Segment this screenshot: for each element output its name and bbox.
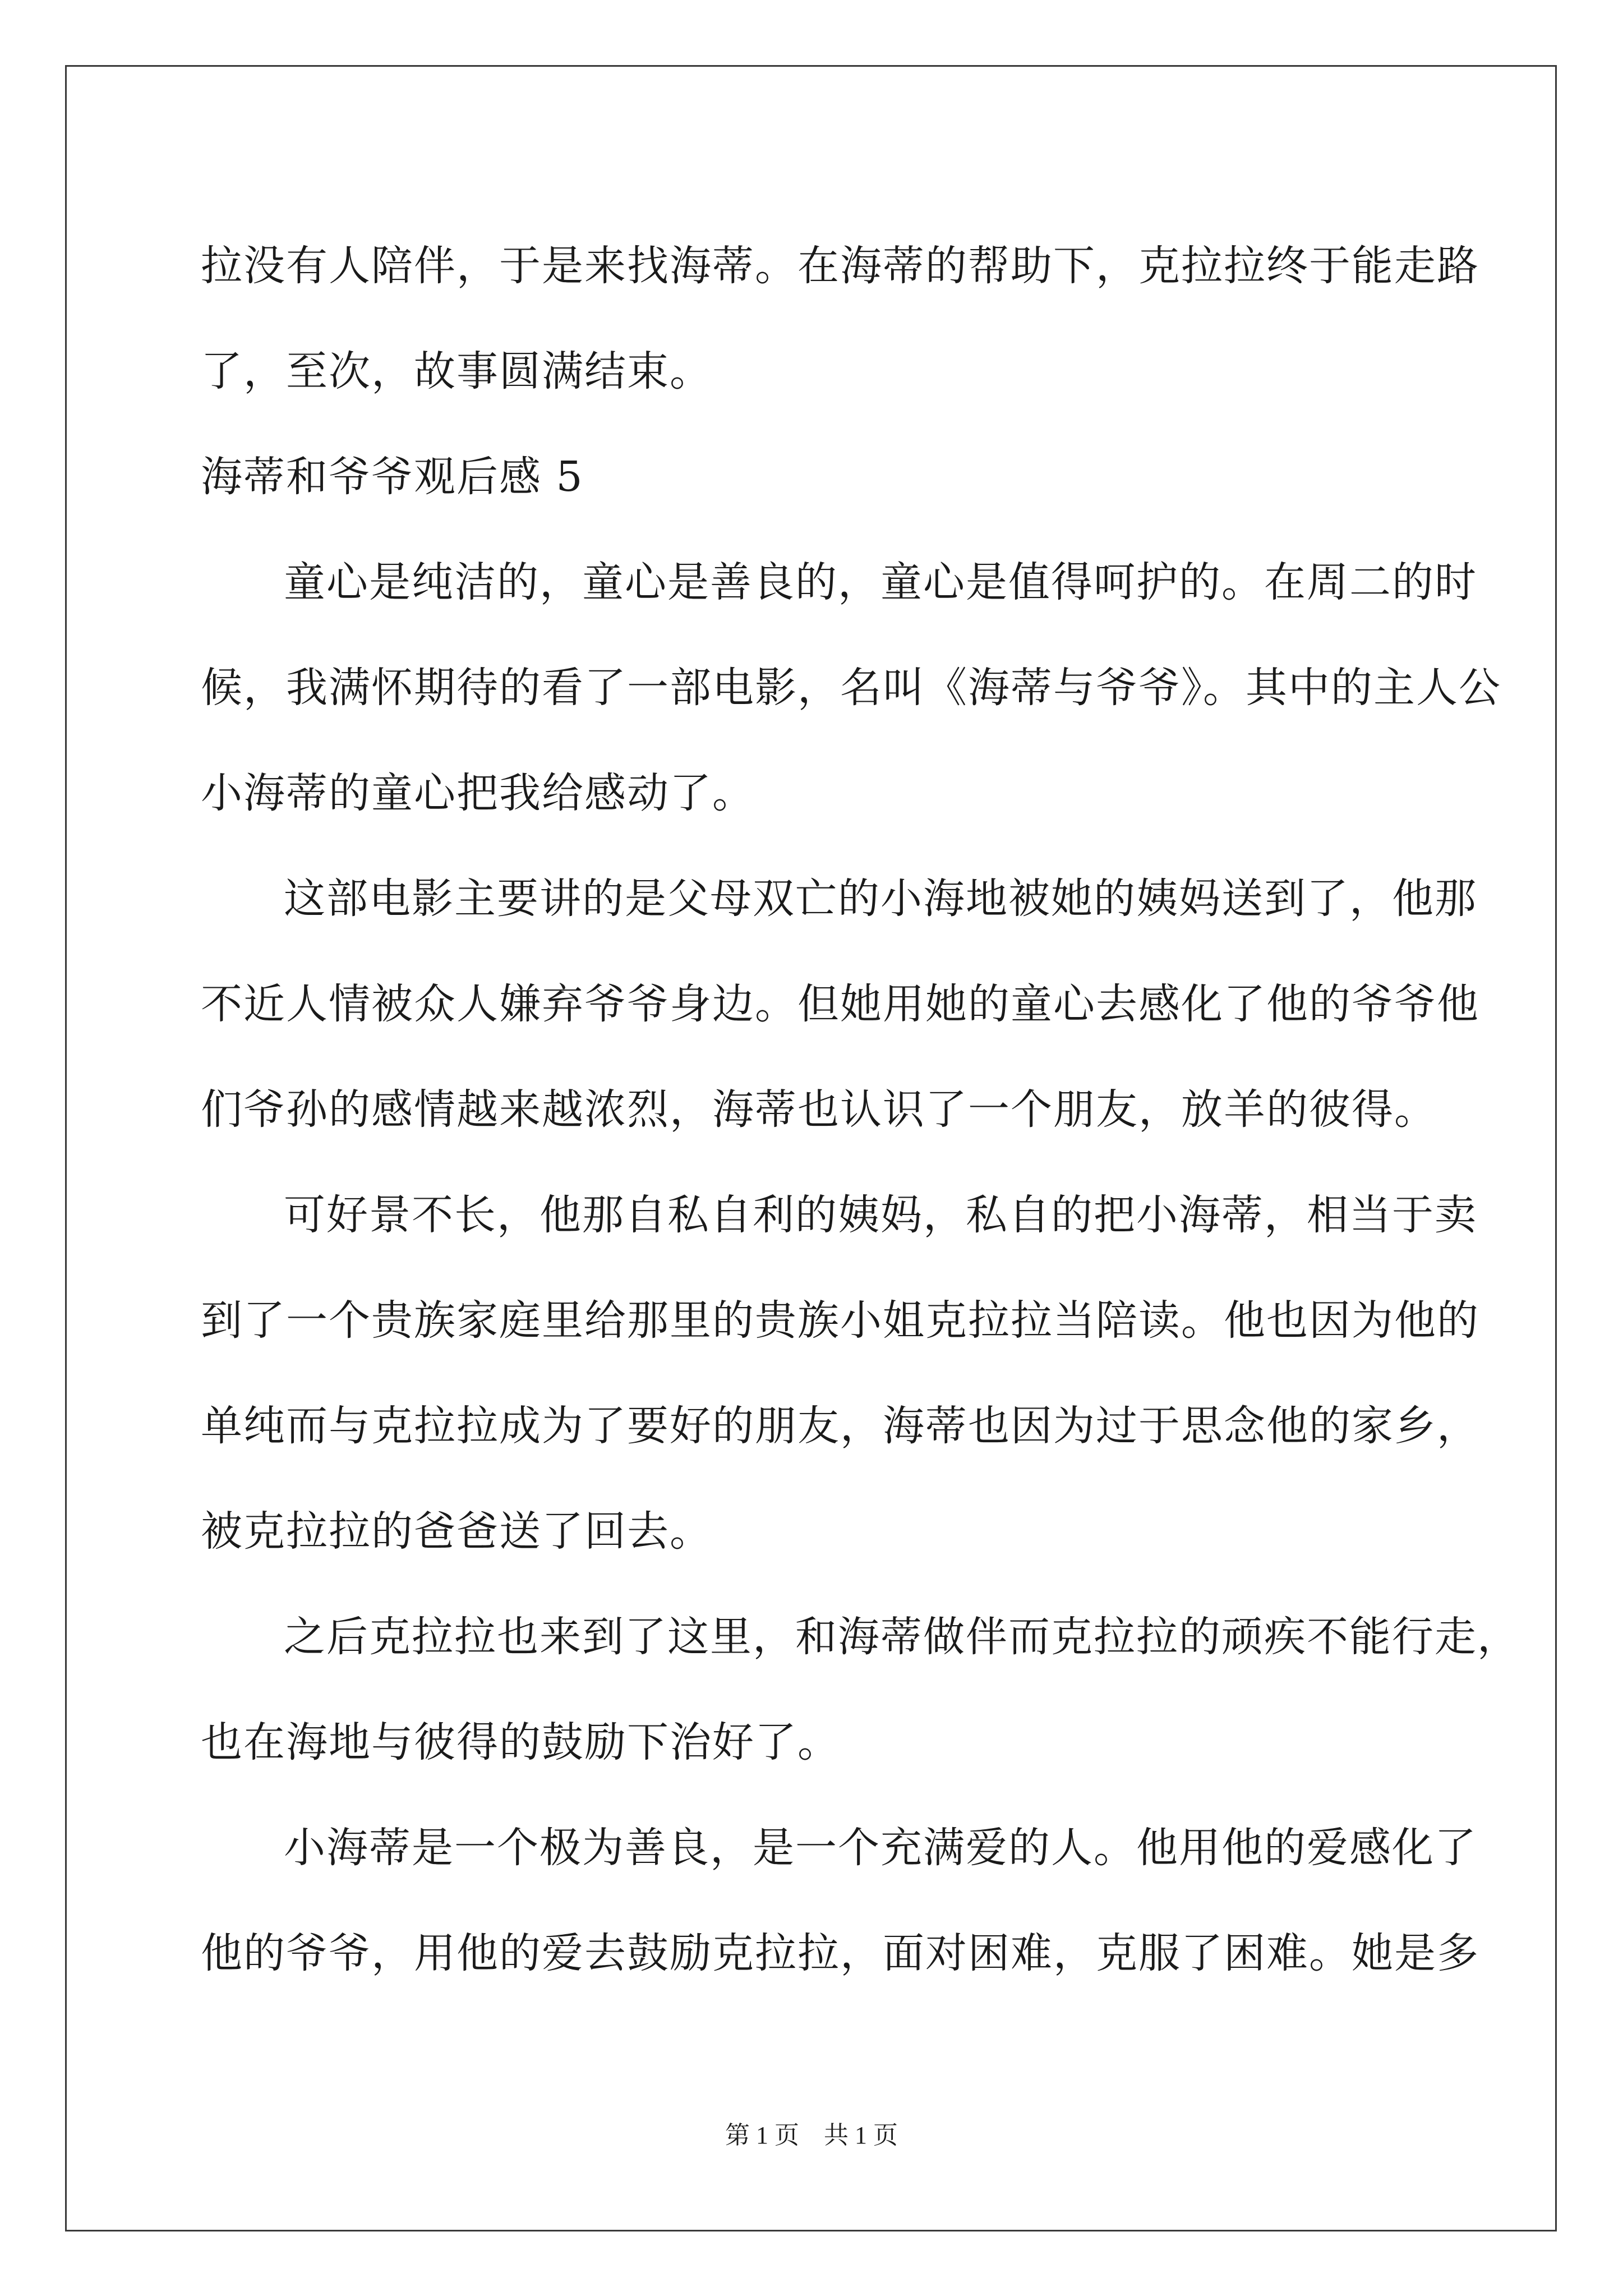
paragraph-line: 小海蒂的童心把我给感动了。	[201, 769, 755, 817]
paragraph-line: 了，至次，故事圆满结束。	[201, 347, 712, 395]
paragraph-line: 拉没有人陪伴，于是来找海蒂。在海蒂的帮助下，克拉拉终于能走路	[201, 242, 1479, 290]
paragraph-line: 候，我满怀期待的看了一部电影，名叫《海蒂与爷爷》。其中的主人公	[201, 664, 1501, 712]
paragraph-line: 不近人情被众人嫌弃爷爷身边。但她用她的童心去感化了他的爷爷他	[201, 980, 1479, 1028]
paragraph-line: 他的爷爷，用他的爱去鼓励克拉拉，面对困难，克服了困难。她是多	[201, 1929, 1479, 1977]
paragraph-line: 单纯而与克拉拉成为了要好的朋友，海蒂也因为过于思念他的家乡，	[201, 1402, 1479, 1450]
paragraph-line: 这部电影主要讲的是父母双亡的小海地被她的姨妈送到了，他那	[284, 875, 1477, 923]
paragraph-line: 可好景不长，他那自私自利的姨妈，私自的把小海蒂，相当于卖	[284, 1191, 1477, 1239]
paragraph-line: 被克拉拉的爸爸送了回去。	[201, 1507, 712, 1556]
paragraph-line: 到了一个贵族家庭里给那里的贵族小姐克拉拉当陪读。他也因为他的	[201, 1296, 1479, 1345]
paragraph-line: 也在海地与彼得的鼓励下治好了。	[201, 1718, 840, 1766]
document-body	[201, 213, 1520, 2006]
paragraph-line: 童心是纯洁的，童心是善良的，童心是值得呵护的。在周二的时	[284, 558, 1477, 606]
paragraph-line: 们爷孙的感情越来越浓烈，海蒂也认识了一个朋友，放羊的彼得。	[201, 1085, 1437, 1134]
page-number-footer: 第 1 页 共 1 页	[725, 2122, 898, 2149]
paragraph-line: 之后克拉拉也来到了这里，和海蒂做伴而克拉拉的顽疾不能行走，	[284, 1613, 1520, 1661]
section-heading: 海蒂和爷爷观后感 5	[201, 453, 584, 501]
paragraph-line: 小海蒂是一个极为善良，是一个充满爱的人。他用他的爱感化了	[284, 1824, 1477, 1872]
